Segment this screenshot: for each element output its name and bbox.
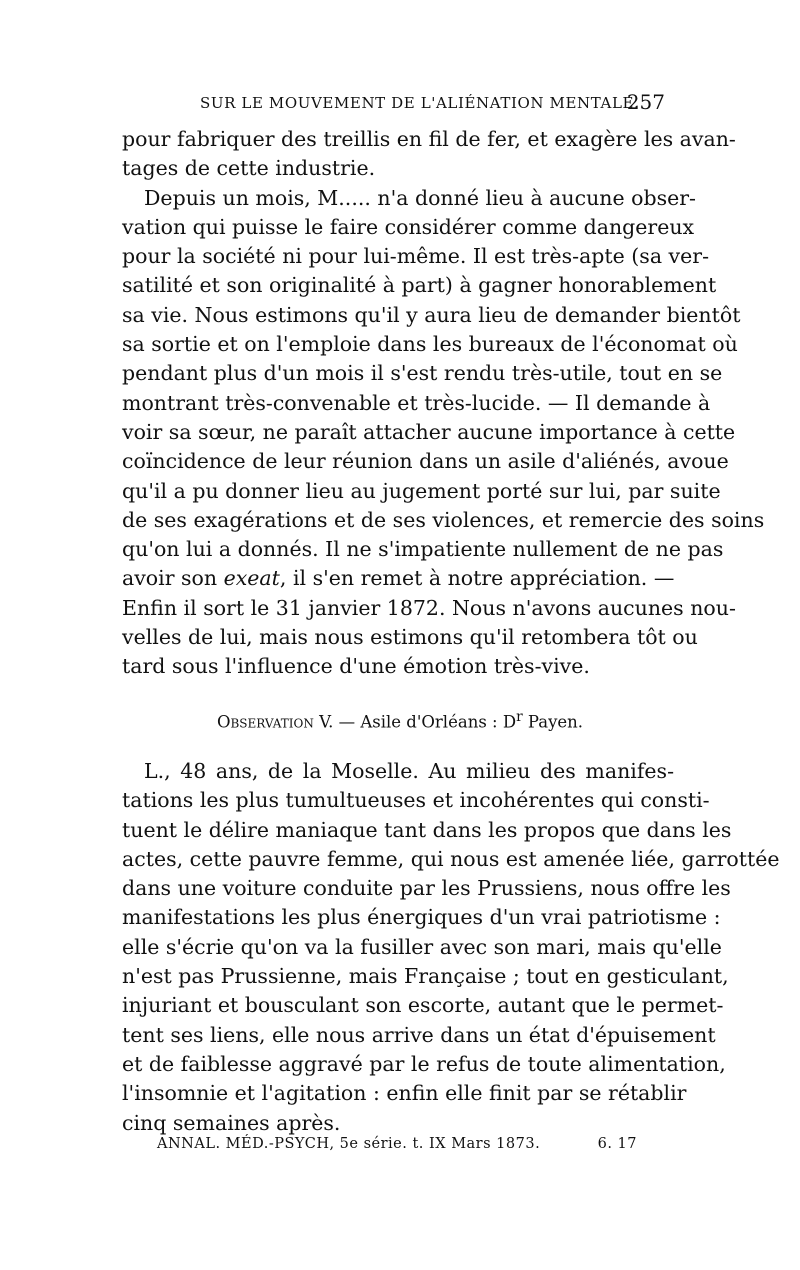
text-line: Enfin il sort le 31 janvier 1872. Nous n'avons aucunes nou- xyxy=(122,595,736,620)
text-line: et de faiblesse aggravé par le refus de toute alimentation, xyxy=(122,1051,726,1076)
observation-doctor: Payen. xyxy=(522,712,584,732)
observation-heading xyxy=(0,709,800,732)
paragraph-2 xyxy=(122,757,780,1138)
text-line: Depuis un mois, M..... n'a donné lieu à aucune obser- xyxy=(144,185,696,210)
text-line: cinq semaines après. xyxy=(122,1110,341,1135)
text-line: qu'il a pu donner lieu au jugement porté sur lui, par suite xyxy=(122,478,721,503)
signature-mark: 6. 17 xyxy=(597,1136,637,1152)
text-line: de ses exagérations et de ses violences, et remercie des soins xyxy=(122,507,765,532)
text-line: voir sa sœur, ne paraît attacher aucune importance à cette xyxy=(122,419,736,444)
observation-place: — Asile d'Orléans : D xyxy=(333,712,517,732)
text-line: satilité et son originalité à part) à gagner honorablement xyxy=(122,273,717,298)
text-line: pour la société ni pour lui-même. Il est très-apte (sa ver- xyxy=(122,244,709,269)
text-line: velles de lui, mais nous estimons qu'il retombera tôt ou xyxy=(122,625,698,650)
text-line: sa vie. Nous estimons qu'il y aura lieu de demander bientôt xyxy=(122,302,741,327)
running-title: SUR LE MOUVEMENT DE L'ALIÉNATION MENTALE. xyxy=(200,94,640,112)
text-line: tard sous l'influence d'une émotion très-vive. xyxy=(122,654,590,679)
text-line: sa sortie et on l'emploie dans les bureaux de l'économat où xyxy=(122,332,738,357)
text-line: coïncidence de leur réunion dans un asile d'aliénés, avoue xyxy=(122,449,729,474)
text-line: L., 48 ans, de la Moselle. Au milieu des manifes- xyxy=(144,759,674,783)
text-line: tuent le délire maniaque tant dans les propos que dans les xyxy=(122,817,732,842)
observation-superscript: r xyxy=(516,709,523,725)
text-segment: avoir son xyxy=(122,566,224,591)
text-line: vation qui puisse le faire considérer comme dangereux xyxy=(122,214,695,239)
text-line: actes, cette pauvre femme, qui nous est amenée liée, garrottée xyxy=(122,846,780,871)
text-line-with-italic xyxy=(122,564,674,593)
text-line: pendant plus d'un mois il s'est rendu très-utile, tout en se xyxy=(122,361,723,386)
journal-reference: ANNAL. MÉD.-PSYCH, 5e série. t. IX Mars 1873. xyxy=(157,1136,541,1152)
text-line: dans une voiture conduite par les Prussiens, nous offre les xyxy=(122,876,731,901)
text-line: n'est pas Prussienne, mais Française ; tout en gesticulant, xyxy=(122,964,729,989)
text-line: manifestations les plus énergiques d'un vrai patriotisme : xyxy=(122,905,721,930)
text-line: pour fabriquer des treillis en fil de fer, et exagère les avan- xyxy=(122,127,736,151)
text-line: qu'on lui a donnés. Il ne s'impatiente nullement de ne pas xyxy=(122,537,724,562)
text-line: tages de cette industrie. xyxy=(122,156,376,181)
page-number: 257 xyxy=(626,90,665,114)
text-line: elle s'écrie qu'on va la fusiller avec son mari, mais qu'elle xyxy=(122,934,722,959)
text-line: tent ses liens, elle nous arrive dans un état d'épuisement xyxy=(122,1022,716,1047)
text-line: injuriant et bousculant son escorte, autant que le permet- xyxy=(122,993,724,1018)
page-footer xyxy=(157,1136,637,1152)
text-segment: , il s'en remet à notre appréciation. — xyxy=(279,566,675,591)
paragraph-1 xyxy=(122,125,765,682)
observation-label: Observation V. xyxy=(216,712,334,732)
text-line: montrant très-convenable et très-lucide. — Il demande à xyxy=(122,390,711,415)
running-head xyxy=(200,90,665,114)
text-line: l'insomnie et l'agitation : enfin elle finit par se rétablir xyxy=(122,1081,687,1106)
italic-word: exeat xyxy=(223,566,280,591)
text-line: tations les plus tumultueuses et incohérentes qui consti- xyxy=(122,788,710,813)
